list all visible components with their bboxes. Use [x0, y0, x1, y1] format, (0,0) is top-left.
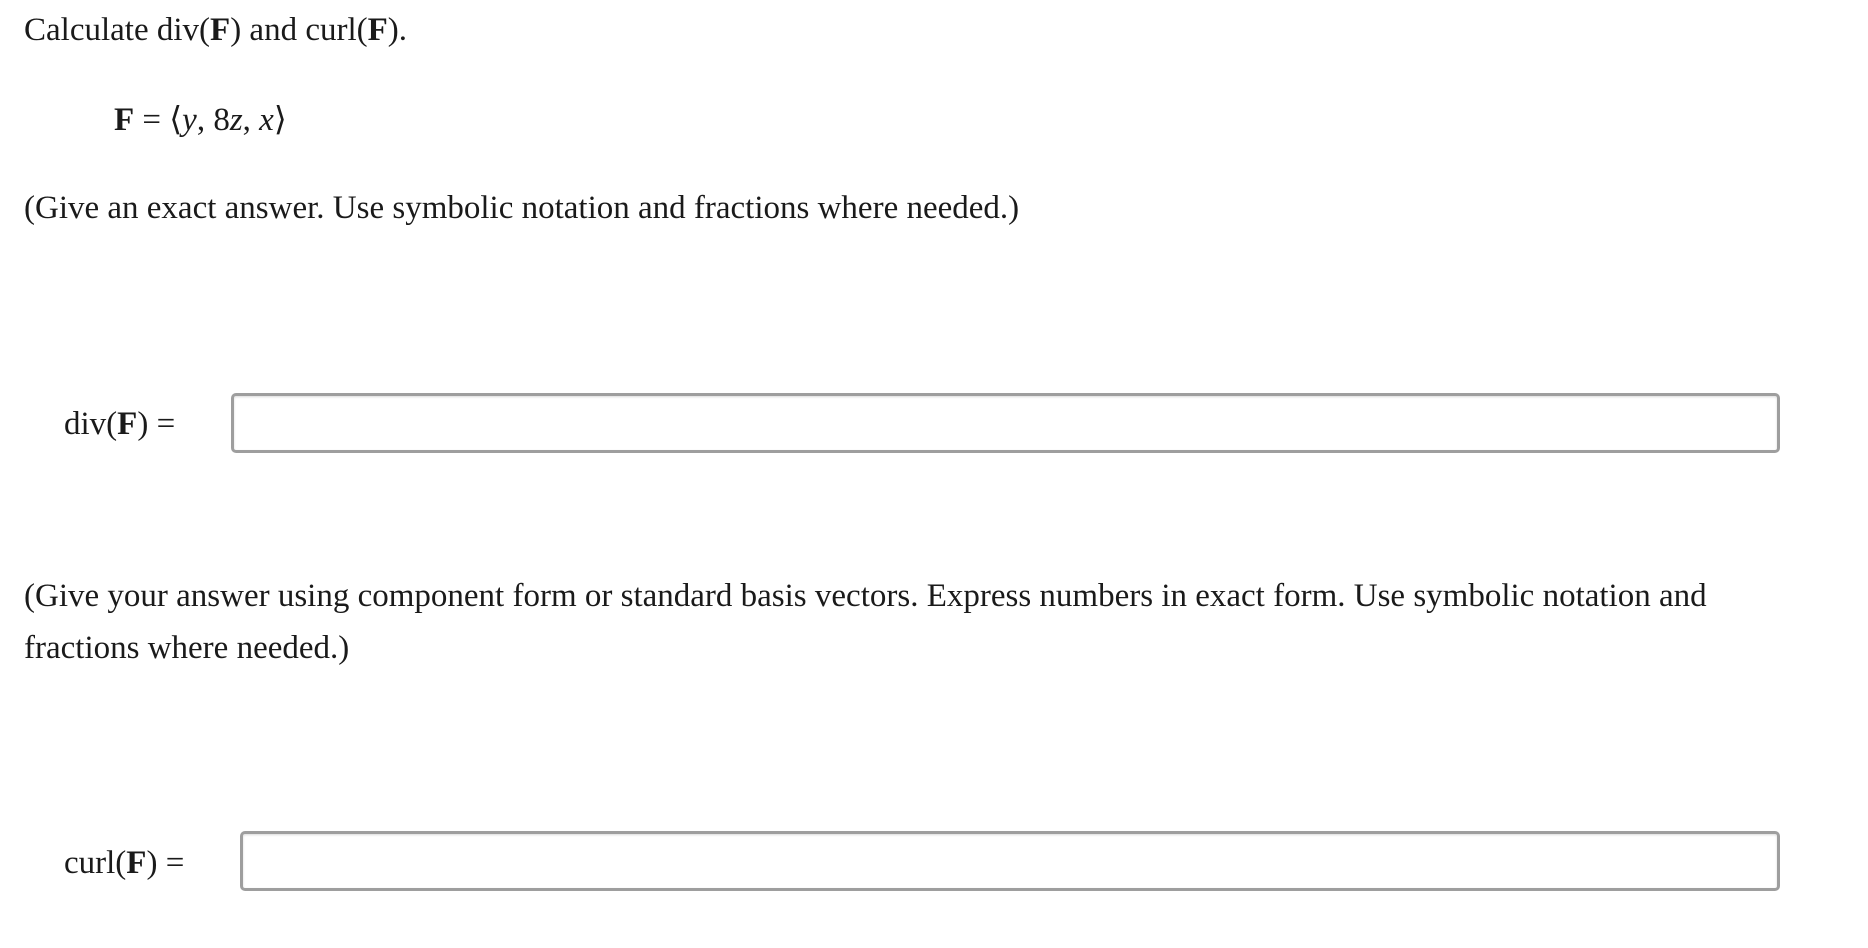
curl-label-vector-f: F [126, 845, 147, 881]
div-label [64, 404, 175, 444]
formula-equals: = [134, 102, 170, 138]
prompt-vector-f: F [210, 12, 231, 48]
prompt-vector-f-2: F [367, 12, 388, 48]
curl-label-prefix: curl( [64, 845, 127, 881]
curl-answer-input[interactable] [240, 831, 1780, 891]
prompt-prefix: Calculate div( [24, 12, 211, 48]
formula-component-3: x [259, 102, 274, 138]
formula-lhs: F [114, 102, 135, 138]
div-label-vector-f: F [117, 406, 138, 442]
curl-instructions-line-2: fractions where needed.) [24, 630, 350, 666]
formula-separator-2: , [242, 102, 260, 138]
formula-component-1: y [182, 102, 197, 138]
prompt-mid: ) and curl( [230, 12, 368, 48]
formula-component-2: z [229, 102, 243, 138]
div-label-suffix: ) = [137, 406, 176, 442]
prompt-suffix: ). [387, 12, 408, 48]
curl-instructions-line-1: (Give your answer using component form or standard basis vectors. Express numbers in exact form. Use symbolic notation and [24, 578, 1707, 614]
vector-field-formula [114, 100, 287, 140]
formula-open-bracket: ⟨ [169, 102, 183, 138]
div-label-prefix: div( [64, 406, 118, 442]
div-answer-input[interactable] [231, 393, 1780, 453]
question-prompt [24, 10, 407, 50]
formula-close-bracket: ⟩ [273, 102, 287, 138]
curl-label-suffix: ) = [146, 845, 185, 881]
div-instructions: (Give an exact answer. Use symbolic notation and fractions where needed.) [24, 190, 1020, 226]
formula-separator-1: , 8 [196, 102, 230, 138]
curl-label [64, 843, 184, 883]
